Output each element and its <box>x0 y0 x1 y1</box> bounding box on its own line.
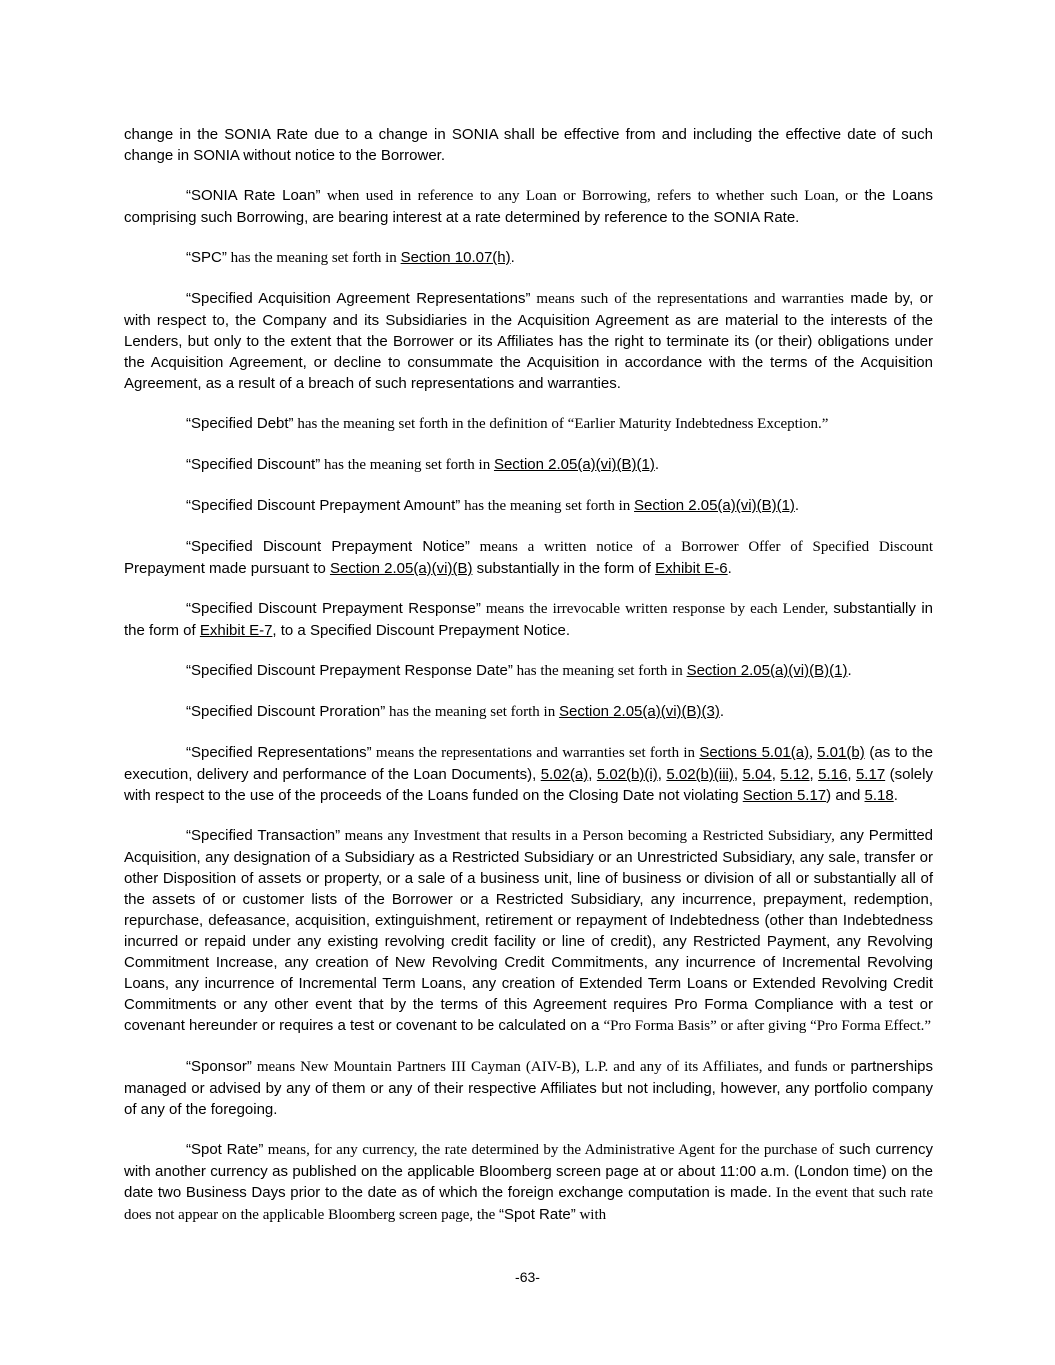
definition-paragraph <box>124 124 933 166</box>
text-run: has the meaning set forth in the definition of “Earlier Maturity Indebtedness Exception.” <box>293 416 829 432</box>
text-run: , <box>657 766 667 783</box>
section-link[interactable]: Section 10.07(h) <box>400 249 511 266</box>
defined-term: “Specified Discount Prepayment Amount” <box>186 497 461 514</box>
page-number: -63- <box>515 1269 540 1285</box>
defined-term: “SONIA Rate Loan” <box>186 187 321 204</box>
section-link[interactable]: Sections 5.01(a) <box>699 744 810 761</box>
text-run: , <box>809 766 819 783</box>
section-link[interactable]: 5.18 <box>864 787 894 804</box>
section-link[interactable]: Section 2.05(a)(vi)(B)(1) <box>634 497 795 514</box>
definition-paragraph <box>124 495 933 517</box>
text-run: made by, or with respect to, the Company and its Subsidiaries in the Acquisition Agreement as are material to the interests of the Lenders, but only to the extent that the Borrower or its Affiliates has the right to terminate its (or their) obligations under the Acquisition Agreement, or decline to consummate the Acquisition in accordance with the terms of the Acquisition Agreement, as a result of a breach of such representations and warranties. <box>124 290 933 392</box>
section-link[interactable]: 5.16 <box>818 766 848 783</box>
definition-paragraph <box>124 185 933 228</box>
text-run: . <box>847 662 852 679</box>
text-run: , <box>588 766 597 783</box>
text-run: “Pro Forma Basis” or after giving “Pro Forma Effect.” <box>603 1018 932 1034</box>
text-run: Prepayment made pursuant to <box>124 560 330 577</box>
text-run: with <box>575 1207 607 1223</box>
text-run: means, for any currency, the rate determined by the Administrative Agent for the purchase of <box>263 1142 835 1158</box>
text-run: , <box>809 745 818 761</box>
text-run: . <box>893 787 898 804</box>
defined-term: “Specified Representations” <box>186 744 372 761</box>
defined-term: “Specified Debt” <box>186 415 294 432</box>
defined-term: “Specified Transaction” <box>186 827 341 844</box>
text-run: has the meaning set forth in <box>385 704 559 720</box>
defined-term: “Specified Discount Prepayment Response Date” <box>186 662 513 679</box>
section-link[interactable]: 5.02(a) <box>540 766 589 783</box>
definition-paragraph <box>124 742 933 806</box>
section-link[interactable]: Section 2.05(a)(vi)(B) <box>329 560 473 577</box>
section-link[interactable]: 5.02(b)(iii) <box>666 766 734 783</box>
section-link[interactable]: Exhibit E-7 <box>199 622 273 639</box>
definition-paragraph <box>124 247 933 269</box>
defined-term: “SPC” <box>186 249 227 266</box>
section-link[interactable]: Section 5.17 <box>742 787 827 804</box>
text-run: means any Investment that results in a Person becoming a Restricted Subsidiary, <box>340 828 835 844</box>
section-link[interactable]: Section 2.05(a)(vi)(B)(3) <box>558 703 720 720</box>
text-run: . <box>794 497 800 514</box>
text-run: means the representations and warranties set forth in <box>371 745 700 761</box>
definition-paragraph <box>124 288 933 394</box>
text-run: (solely with respect to the use of the proceeds of the Loans funded on the Closing Date not violating <box>124 766 933 804</box>
section-link[interactable]: Section 2.05(a)(vi)(B)(1) <box>493 456 655 473</box>
defined-term: “Specified Discount Prepayment Response” <box>186 600 481 617</box>
definition-paragraph <box>124 1139 933 1226</box>
text-run: . <box>654 456 660 473</box>
text-run: substantially in the form of <box>472 560 656 577</box>
text-run: substantially in the form of <box>124 600 933 639</box>
document-body <box>124 124 933 1245</box>
definition-paragraph <box>124 598 933 641</box>
section-link[interactable]: 5.17 <box>855 766 886 783</box>
definition-paragraph <box>124 413 933 435</box>
text-run: , <box>733 766 743 783</box>
section-link[interactable]: 5.04 <box>742 766 772 783</box>
section-link[interactable]: Section 2.05(a)(vi)(B)(1) <box>686 662 848 679</box>
definition-paragraph <box>124 454 933 476</box>
text-run: the Loans comprising such Borrowing, are bearing interest at a rate determined by reference to the SONIA Rate. <box>124 187 934 226</box>
text-run: means a written notice of a Borrower Offer of Specified Discount <box>469 539 933 555</box>
definition-paragraph <box>124 660 933 682</box>
text-run: (as to the execution, delivery and performance of the Loan Documents), <box>124 744 934 783</box>
text-run: means the irrevocable written response by each Lender, <box>480 601 834 617</box>
defined-term: “Specified Discount Proration” <box>186 703 386 720</box>
defined-term: “Sponsor” <box>186 1058 252 1075</box>
text-run: means such of the representations and warranties <box>530 291 844 307</box>
text-run: In the event that such rate does not appear on the applicable Bloomberg screen page, the <box>124 1185 933 1223</box>
text-run: has the meaning set forth in <box>320 457 494 473</box>
text-run: has the meaning set forth in <box>512 663 687 679</box>
text-run: has the meaning set forth in <box>226 250 401 266</box>
definition-paragraph <box>124 536 933 579</box>
text-run: , <box>771 766 781 783</box>
text-run: partnerships managed or advised by any of them or any of their respective Affiliates but not including, however, any portfolio company of any of the foregoing. <box>124 1058 933 1118</box>
text-run: any Permitted Acquisition, any designation of a Subsidiary as a Restricted Subsidiary or an Unrestricted Subsidiary, any sale, transfer or other Disposition of assets or property, or a sale of a business unit, line of business or division of all or substantially all of the assets of or customer lists of the Borrower or a Restricted Subsidiary, any incurrence, prepayment, redemption, repurchase, defeasance, acquisition, extinguishment, retirement or repayment of Indebtedness (other than Indebtedness incurred or repaid under any existing revolving credit facility or line of credit), any Restricted Payment, any Revolving Commitment Increase, any creation of New Revolving Credit Commitments, any incurrence of Incremental Revolving Loans, any incurrence of Incremental Term Loans, any creation of Extended Term Loans or Extended Revolving Credit Commitments or any other event that by the terms of this Agreement requires Pro Forma Compliance with a test or covenant hereunder or requires a test or covenant to be calculated on a <box>124 827 934 1034</box>
defined-term: “Spot Rate” <box>186 1141 264 1158</box>
text-run: . <box>727 560 732 577</box>
text-run: means New Mountain Partners III Cayman (AIV-B), L.P. and any of its Affiliates, and funds or <box>251 1059 846 1075</box>
text-run: when used in reference to any Loan or Borrowing, refers to whether such Loan, or <box>320 188 858 204</box>
defined-term: “Specified Acquisition Agreement Representations” <box>186 290 531 307</box>
text-run: . <box>719 703 725 720</box>
section-link[interactable]: 5.01(b) <box>817 744 865 761</box>
section-link[interactable]: Exhibit E-6 <box>655 560 728 577</box>
defined-term: “Specified Discount Prepayment Notice” <box>186 538 470 555</box>
text-run: has the meaning set forth in <box>460 498 635 514</box>
defined-term: “Specified Discount” <box>186 456 321 473</box>
definition-paragraph <box>124 1056 933 1120</box>
text-run: “Spot Rate” <box>499 1206 576 1223</box>
text-run: . <box>510 249 515 266</box>
text-run: change in the SONIA Rate due to a change in SONIA shall be effective from and including the effective date of such change in SONIA without notice to the Borrower. <box>124 126 933 164</box>
definition-paragraph <box>124 701 933 723</box>
text-run: ) and <box>826 787 865 804</box>
text-run: , to a Specified Discount Prepayment Notice. <box>272 622 571 639</box>
section-link[interactable]: 5.02(b)(i) <box>596 766 658 783</box>
definition-paragraph <box>124 825 933 1037</box>
text-run: , <box>847 766 856 783</box>
section-link[interactable]: 5.12 <box>780 766 810 783</box>
text-run: such currency with another currency as published on the applicable Bloomberg screen page at or about 11:00 a.m. (London time) on the date two Business Days prior to the date as of which the foreign exchange computation is made. <box>124 1141 933 1201</box>
